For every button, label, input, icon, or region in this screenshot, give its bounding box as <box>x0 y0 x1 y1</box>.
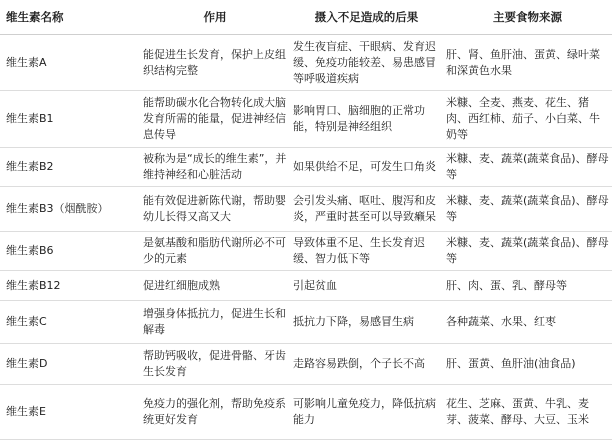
function-cell: 免疫力的强化剂，帮助免疫系统更好发育 <box>140 385 290 440</box>
function-cell: 增强身体抵抗力，促进生长和解毒 <box>140 301 290 344</box>
deficiency-cell: 如果供给不足，可发生口角炎 <box>290 148 443 187</box>
food-sources-cell: 米糠、麦、蔬菜(蔬菜食品)、酵母等 <box>443 187 612 232</box>
deficiency-cell: 导致体重不足、生长发育迟缓、智力低下等 <box>290 232 443 271</box>
food-sources-cell: 肝、肉、蛋、乳、酵母等 <box>443 271 612 301</box>
food-sources-cell: 花生、芝麻、蛋黄、牛乳、麦芽、菠菜、酵母、大豆、玉米 <box>443 385 612 440</box>
table-row <box>0 35 612 91</box>
table-row <box>0 232 612 271</box>
function-cell: 是氨基酸和脂肪代谢所必不可少的元素 <box>140 232 290 271</box>
vitamin-name-cell: 维生素B3（烟酰胺） <box>0 187 140 232</box>
function-cell: 能促进生长发育，保护上皮组织结构完整 <box>140 35 290 91</box>
food-sources-cell: 肝、蛋黄、鱼肝油(油食品) <box>443 344 612 385</box>
header-function: 作用 <box>140 0 290 35</box>
function-cell: 帮助钙吸收，促进骨骼、牙齿生长发育 <box>140 344 290 385</box>
function-cell: 能有效促进新陈代谢，帮助婴幼儿长得又高又大 <box>140 187 290 232</box>
food-sources-cell: 米糠、全麦、燕麦、花生、猪肉、西红柿、茄子、小白菜、牛奶等 <box>443 91 612 148</box>
vitamin-name-cell: 维生素B1 <box>0 91 140 148</box>
food-sources-cell: 各种蔬菜、水果、红枣 <box>443 301 612 344</box>
deficiency-cell: 发生夜盲症、干眼病、发育迟缓、免疫功能较差、易患感冒等呼吸道疾病 <box>290 35 443 91</box>
table-row <box>0 301 612 344</box>
table-row <box>0 271 612 301</box>
table-row <box>0 344 612 385</box>
header-vitamin-name: 维生素名称 <box>0 0 140 35</box>
table-row <box>0 385 612 440</box>
header-row <box>0 0 612 35</box>
table-row <box>0 148 612 187</box>
food-sources-cell: 米糠、麦、蔬菜(蔬菜食品)、酵母等 <box>443 148 612 187</box>
function-cell: 促进红细胞成熟 <box>140 271 290 301</box>
function-cell: 被称为是“成长的维生素”，并维持神经和心脏活动 <box>140 148 290 187</box>
vitamin-name-cell: 维生素E <box>0 385 140 440</box>
table-row <box>0 91 612 148</box>
food-sources-cell: 米糠、麦、蔬菜(蔬菜食品)、酵母等 <box>443 232 612 271</box>
vitamin-name-cell: 维生素B6 <box>0 232 140 271</box>
table-row <box>0 187 612 232</box>
deficiency-cell: 走路容易跌倒，个子长不高 <box>290 344 443 385</box>
header-food-sources: 主要食物来源 <box>443 0 612 35</box>
vitamin-name-cell: 维生素A <box>0 35 140 91</box>
deficiency-cell: 可影响儿童免疫力，降低抗病能力 <box>290 385 443 440</box>
deficiency-cell: 抵抗力下降，易感冒生病 <box>290 301 443 344</box>
vitamin-name-cell: 维生素C <box>0 301 140 344</box>
deficiency-cell: 影响胃口、脑细胞的正常功能，特别是神经组织 <box>290 91 443 148</box>
vitamin-name-cell: 维生素B12 <box>0 271 140 301</box>
vitamin-name-cell: 维生素D <box>0 344 140 385</box>
food-sources-cell: 肝、肾、鱼肝油、蛋黄、绿叶菜和深黄色水果 <box>443 35 612 91</box>
header-deficiency: 摄入不足造成的后果 <box>290 0 443 35</box>
deficiency-cell: 引起贫血 <box>290 271 443 301</box>
vitamin-name-cell: 维生素B2 <box>0 148 140 187</box>
function-cell: 能帮助碳水化合物转化成大脑发育所需的能量，促进神经信息传导 <box>140 91 290 148</box>
deficiency-cell: 会引发头痛、呕吐、腹泻和皮炎，严重时甚至可以导致癞呆 <box>290 187 443 232</box>
